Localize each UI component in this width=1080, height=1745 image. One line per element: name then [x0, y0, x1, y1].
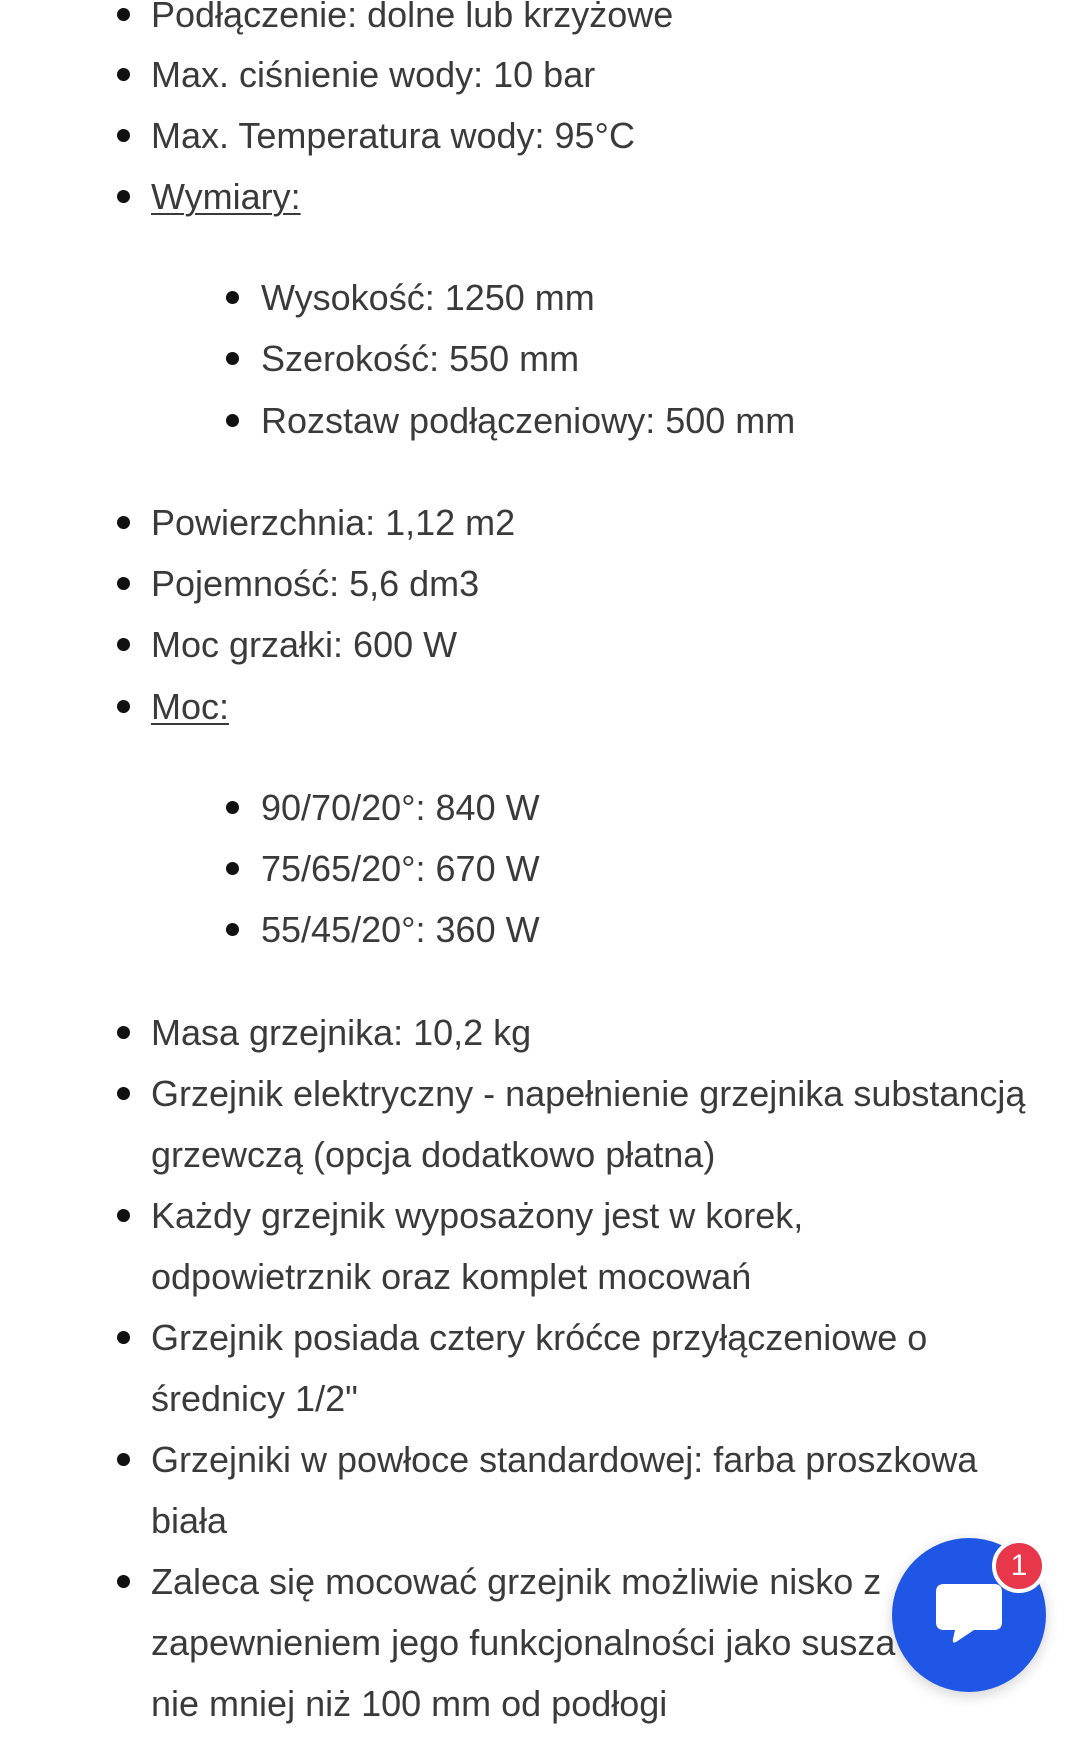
bullet [226, 801, 239, 814]
bullet [117, 1331, 130, 1344]
bullet [117, 8, 130, 21]
list-item: Zaleca się mocować grzejnik możliwie nisko z [151, 1561, 882, 1602]
bullet [117, 129, 130, 142]
bullet [117, 700, 130, 713]
list-item: Podłączenie: dolne lub krzyżowe [151, 0, 674, 35]
bullet [117, 1026, 130, 1039]
bullet [117, 638, 130, 651]
list-item-continuation: biała [151, 1500, 228, 1541]
bullet [117, 68, 130, 81]
bullet [117, 1575, 130, 1588]
list-item: Wysokość: 1250 mm [261, 277, 595, 318]
list-item-continuation: odpowietrznik oraz komplet mocowań [151, 1256, 752, 1297]
list-item: Szerokość: 550 mm [261, 338, 580, 379]
bullet [117, 190, 130, 203]
bullet [226, 291, 239, 304]
bullet [117, 1453, 130, 1466]
list-item-continuation: średnicy 1/2" [151, 1378, 358, 1419]
list-item: Grzejnik posiada cztery króćce przyłączeniowe o [151, 1317, 928, 1358]
list-item: 55/45/20°: 360 W [261, 909, 540, 950]
list-item: 90/70/20°: 840 W [261, 787, 540, 828]
bullet [226, 352, 239, 365]
list-item-continuation: zapewnieniem jego funkcjonalności jako susza [151, 1622, 896, 1663]
list-item: Grzejniki w powłoce standardowej: farba proszkowa [151, 1439, 978, 1480]
bullet [226, 414, 239, 427]
list-item: Max. Temperatura wody: 95°C [151, 115, 635, 156]
bullet [117, 1087, 130, 1100]
list-item: Pojemność: 5,6 dm3 [151, 563, 480, 604]
list-item: Masa grzejnika: 10,2 kg [151, 1012, 532, 1053]
list-item-continuation: grzewczą (opcja dodatkowo płatna) [151, 1134, 716, 1175]
bullet [117, 1209, 130, 1222]
chat-bubble-icon [930, 1578, 1008, 1650]
list-item: Każdy grzejnik wyposażony jest w korek, [151, 1195, 804, 1236]
list-item: 75/65/20°: 670 W [261, 848, 540, 889]
list-item: Moc grzałki: 600 W [151, 624, 458, 665]
power-link[interactable]: Moc: [151, 686, 230, 727]
list-item-continuation: nie mniej niż 100 mm od podłogi [151, 1683, 668, 1724]
notification-badge: 1 [992, 1539, 1046, 1593]
list-item: Max. ciśnienie wody: 10 bar [151, 54, 596, 95]
bullet [117, 577, 130, 590]
list-item: Rozstaw podłączeniowy: 500 mm [261, 400, 796, 441]
bullet [117, 516, 130, 529]
dimensions-link[interactable]: Wymiary: [151, 176, 301, 217]
bullet [226, 862, 239, 875]
list-item: Powierzchnia: 1,12 m2 [151, 502, 516, 543]
list-item: Grzejnik elektryczny - napełnienie grzejnika substancją [151, 1073, 1026, 1114]
bullet [226, 923, 239, 936]
